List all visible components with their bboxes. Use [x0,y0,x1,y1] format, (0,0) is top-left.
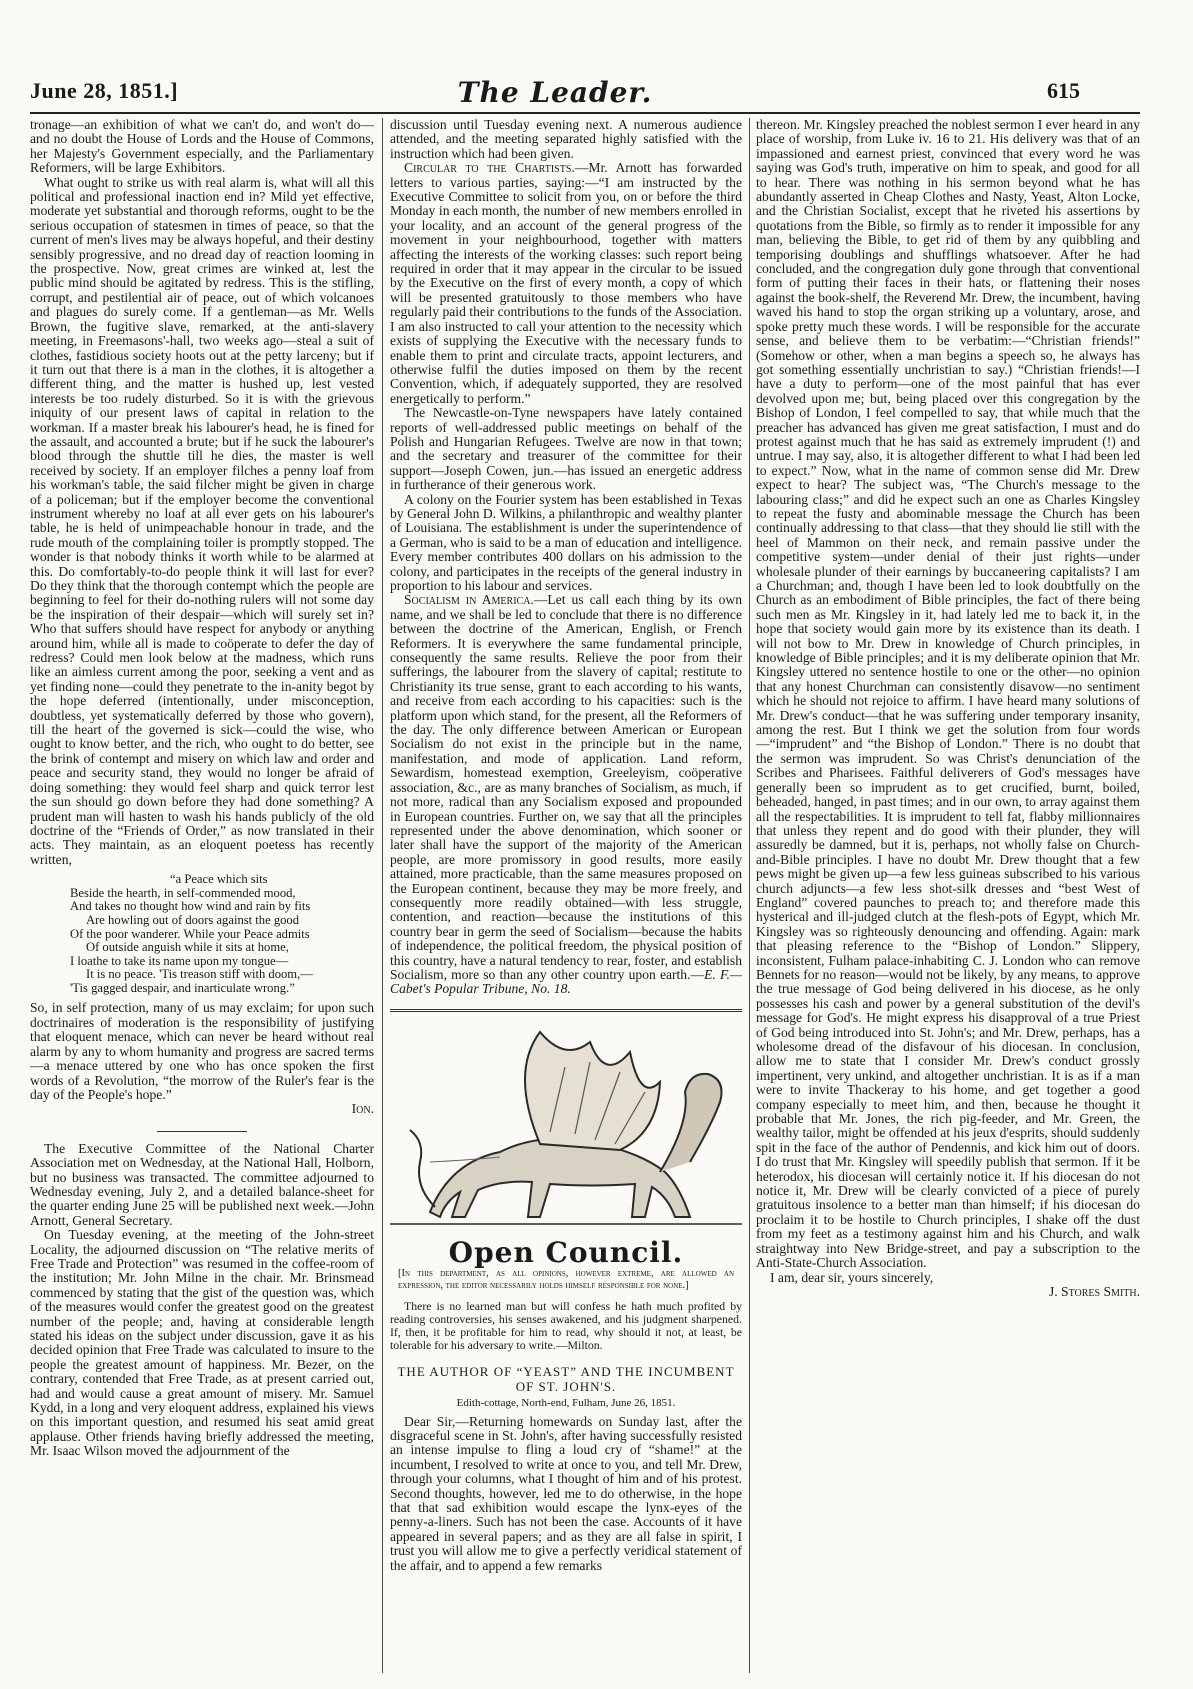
paragraph: discussion until Tuesday evening next. A numerous audience attended, and the meeting separated highly satisfied with the instruction which had been given. [390,118,742,161]
griffin-engraving [390,1009,742,1242]
paragraph: tronage—an exhibition of what we can't do, and won't do—and no doubt the House of Lords and the House of Commons, her Majesty's Government especially, and the Parliamentary Reformers, will be large Exhibitors. [30,118,374,176]
paragraph: A colony on the Fourier system has been established in Texas by General John D. Wilkins, a philanthropic and wealthy planter of Louisiana. The establishment is under the superintendence of a German, who is said to be a man of education and intelligence. Every member contributes 400 dollars on his admission to the colony, and participates in the receipts of the general industry in proportion to his labour and services. [390,491,742,593]
page-number: 615 [1047,78,1080,103]
paragraph: The Newcastle-on-Tyne newspapers have lately contained reports of well-addressed public meetings on behalf of the Polish and Hungarian Refugees. Twelve are now in that town; and the secretary and treasurer of the committee for their support—Joseph Cowen, jun.—has issued an energetic address in furtherance of their generous work. [390,405,742,493]
column-rule [749,118,750,1673]
citation: E. F.—Cabet's Popular Tribune, No. 18. [390,966,742,997]
paragraph [390,593,742,996]
poem-line: It is no peace. 'Tis treason stiff with doom,— [86,967,313,982]
paragraph [390,161,742,406]
paragraph-text: —Mr. Arnott has forwarded letters to various parties, saying:—“I am instructed by the Executive Committee to solicit from you, on or before the third Monday in each month, the number of new members enrolled in your locality, and an account of the general progress of the movement in your neighbourhood, together with matters affecting the interests of the working classes: such report being required in order that it may appear in the circular to be issued by the Executive on the first of every month, a copy of which will be presented gratuitously to those members who have regularly paid their contributions to the funds of the Association. I am also instructed to call your attention to the necessity which exists of supplying the Executive with the necessary funds to enable them to print and circulate tracts, appoint lecturers, and otherwise fulfil the duties imposed on them by the recent Convention, which, if adequately supported, they are resolved energetically to perform.” [390,160,742,406]
column-rule [382,118,383,1673]
poem-line: “a Peace which sits [170,872,268,887]
paragraph: On Tuesday evening, at the meeting of the John-street Locality, the adjourned discussion on “The relative merits of Free Trade and Protection” was resumed in the coffee-room of the institution; Mr. John Milne in the chair. Mr. Brinsmead commenced by stating that the gist of the question was, which of the measures would confer the greatest good on the greatest number of the people; and, having at considerable length stated his ideas on the subject under discussion, gave it as his decided opinion that Free Trade was calculated to insure to the people the greatest amount of happiness. Mr. Bezer, on the contrary, contended that Free Trade, as at present carried out, had and would cause a great amount of misery. Mr. Samuel Kydd, in a long and very eloquent address, explained his views on this important question, and resumed his seat amid great applause. Other friends having briefly addressed the meeting, Mr. Isaac Wilson moved the adjournment of the [30,1227,374,1459]
letter-dateline: Edith-cottage, North-end, Fulham, June 26, 1851. [456,1397,676,1410]
poem-line: Beside the hearth, in self-commended mood, [70,885,296,900]
issue-date: June 28, 1851.] [30,78,179,103]
paragraph: The Executive Committee of the National Charter Association met on Wednesday, at the National Hall, Holborn, but no business was transacted. The committee adjourned to Wednesday evening, July 2, and a detailed balance-sheet for the quarter ending June 25 will be published next week.—John Arnott, General Secretary. [30,1140,374,1228]
letter-title: THE AUTHOR OF “YEAST” AND THE INCUMBENT OF ST. JOHN'S. [397,1364,735,1395]
section-head: Socialism in America. [404,592,534,608]
column-1 [30,118,374,1678]
open-council-title: Open Council. [448,1235,684,1269]
poem-line: Are howling out of doors against the good [86,912,300,927]
poem-line: Of outside anguish while it sits at home, [86,940,289,955]
paragraph-text: —Let us call each thing by its own name, and we shall be led to conclude that there is no difference between the doctrine of the American, English, or French Reformers. It is everywhere the same fundamental principle, consequently the same results. Relieve the poor from their sufferings, the labourer from the slavery of capital; restitute to Christianity its true sense, grant to each according to his wants, and receive from each according to his capacities: such is the platform upon which stand, for the present, all the Reformers of the day. The only difference between American or European Socialism do not exist in the principle but in the name, manifestation, and mode of application. Land reform, Sewardism, homestead exemption, Greeleyism, coöperative association, &c., are as many branches of Socialism, as much, if not more, radical than any Socialism exposed and propounded in European countries. Further on, we say that all the principles represented under the above denomination, which sooner or later shall have the support of the majority of the American people, are more promissory in good results, more easily attained, more practicable, than the same measures proposed on the European continent, because they may be more freely, and consequently more readily obtained—with less struggle, contention, and reaction—because the institutions of this country bear in germ the seed of Socialism—because the habits of independence, the political freedom, the physical position of this country, have a natural tendency to rear, foster, and establish Socialism, more so than any other country upon earth.— [390,592,742,982]
paragraph: What ought to strike us with real alarm is, what will all this political and professional inaction end in? Mild yet effective, moderate yet substantial and thorough reforms, ought to be the serious occupation of statesmen in times of peace, so that the current of men's lives may be always hopeful, and their destiny sensibly progressive, and no dread day of reaction looming in the prospective. Now, great crimes are winked at, lest the public mind should be agitated by redress. This is the stifling, corrupt, and pestilential air of peace, out of which volcanoes and plagues do surely come. If a gentleman—as Mr. Wells Brown, the fugitive slave, remarked, at the anti-slavery meeting, in Freemasons'-hall, two weeks ago—steal a suit of clothes, fastidious society hoots out at the petty larceny; but if it turn out that there is a man in the clothes, it is altogether a different thing, and the matter is hushed up, lest vested interests be too rudely disturbed. So it is with the grievous iniquity of our present laws of capital in relation to the workman. If a master break his labourer's head, he is fined for the assault, and accounted a brute; but if he suck the labourer's blood through the shuttle till he dies, the master is well received by society. If an employer filches a penny loaf from his workman's table, the said filcher might be given in charge of a policeman; but if the employer become the conventional instrument whereby no loaf at all ever gets on his labourer's table, he is held of unimpeachable honour in trade, and the rude mouth of the complaining toiler is promptly stopped. The wonder is that nobody thinks it worth while to be alarmed at this. Do comfortably-to-do people think it will last for ever? Do they think that the thorough contempt which the people are beginning to feel for their do-nothing rulers will not some day be the inspiration of their despair—which will surely set in? Who that suffers should have respect for anybody or anything around him, while all is made to coöperate to defer the day of redress? Could men look below at the madness, which runs like an aimless current among the poor, seeking a vent and as yet finding none—could they penetrate to the in-anity begot by the hope deferred (intentionally, under misconception, doubtless, yet systematically deferred by those who govern), till the heart of the governed is sick—could the wise, who ought to know better, and the rich, who ought to do better, see the brink of contempt and misery on which law and order and peace and security stand, they would no longer be afraid of doing something: they would feel sharp and quick terror lest the sun should go down before they had done something? A prudent man will hasten to wash his hands publicly of the old doctrine of the “Friends of Order,” as now translated in their acts. They maintain, as an eloquent poetess has recently written, [30,174,374,867]
poem [70,873,374,995]
signature: J. Stores Smith. [1048,1283,1140,1299]
column-3 [756,118,1140,1678]
section-head: Circular to the Chartists. [404,160,575,176]
poem-line: And takes no thought how wind and rain by fits [70,899,311,914]
paragraph: Dear Sir,—Returning homewards on Sunday last, after the disgraceful scene in St. John's, after having successfully resisted an intense impulse to fling a loud cry of “shame!” at the incumbent, I resolved to write at once to you, and tell Mr. Drew, through your columns, what I thought of him and of his protest. Second thoughts, however, led me to do otherwise, in the hope that that sad exhibition would escape the lynx-eyes of the penny-a-liners. Such has not been the case. Accounts of it have appeared in several papers; and as they are all false in spirit, I trust you will allow me to give a perfectly veridical statement of the affair, and to append a few remarks [390,1413,742,1573]
poem-line: Of the poor wanderer. While your Peace admits [70,926,310,941]
poem-line: I loathe to take its name upon my tongue— [70,953,289,968]
divider [157,1131,247,1132]
paragraph: So, in self protection, many of us may exclaim; for upon such doctrinaires of moderation is the responsibility of justifying that eloquent menace, which can never be heard without real alarm by any to whom humanity and progress are sacred terms—a menace uttered by one who has once spoken the first words of a Revolution, “the morrow of the Ruler's fear is the day of the People's hope.” [30,1000,374,1102]
paragraph: thereon. Mr. Kingsley preached the noblest sermon I ever heard in any place of worship, from Luke iv. 16 to 21. His delivery was that of an impassioned and earnest priest, convinced that every word he was saying was God's truth, imperative on him to speak, and good for all to hear. There was nothing in his sermon beyond what he has abundantly asserted in Cheap Clothes and Nasty, Yeast, Alton Locke, and the Christian Socialist, except that he riveted his assertions by quotations from the Bible, so firmly as to render it impossible for any man, believing the Bible, to get rid of them by any quibbling and temporising doublings and shufflings whatsoever. After he had concluded, and the congregation duly gone through that conventional form of putting their faces in their hats, or flattening their noses against the book-shelf, the Reverend Mr. Drew, the incumbent, having waved his hand to stop the organ striking up a voluntary, arose, and spoke pretty much these words. I will be responsible for the accurate sense, and believe them to be verbatim:—“Christian friends!” (Somehow or other, when a man begins a speech so, he always has got something essentially unchristian to say.) “Christian friends!—I have a duty to perform—one of the most painful that has ever devolved upon me; but, being placed over this congregation by the Bishop of London, I feel compelled to say, that while much that the preacher has advanced has given me great satisfaction, I must and do protest against much that he has said as extremely imprudent (!) and untrue. I may say, also, it is altogether different to what I had been led to expect.” Now, what in the name of common sense did Mr. Drew expect to hear? The subject was, “The Church's message to the labouring class;” and did he expect such an one as Charles Kingsley to repeat the fusty and abominable message the Church has been continually addressing to that class—that they should lie still with the heel of Mammon on their neck, and remain passive under the competitive system—under denial of their just rights—under wholesale plunder of their earnings by buccaneering capitalists? I am a Churchman; and, though I have been led to look doubtfully on the Church as an embodiment of Bible principles, the fact of there being such men as Mr. Kingsley in it, had lately led me to back it, in the hope that society would gain more by its existence than its death. I will not bow to Mr. Drew in knowledge of Church principles, in knowledge of Bible principles; and it is my deliberate opinion that Mr. Kingsley uttered no sentence hostile to one or the other—no opinion that any honest Churchman can consistently disavow—no sentiment which he should not rejoice to affirm. I have heard many solutions of Mr. Drew's conduct—that he was suffering under temporary insanity, among the rest. But I think we get the solution from four words—“imprudent” and “the Bishop of London.” There is no doubt that the sermon was imprudent. So was Christ's denunciation of the Scribes and Pharisees. Faithful deliverers of God's messages have generally been so imprudent as to get crucified, burnt, boiled, beheaded, hanged, in past times; and in our own, to array against them all the respectabilities. It is imprudent to tell fat, flabby millionnaires that unless they repent and do good with their plunder, they will assuredly be damned, but it is, perhaps, not wholly false on Church-and-Bible principles. I have no doubt Mr. Drew thought that a few pews might be given up—a few less guineas subscribed to his various church adjuncts—a few less shot-silk dresses and “best West of England” covered paunches to preach to; and therefore made this hysterical and ill-judged clutch at the flesh-pots of Egypt, which Mr. Kingsley was so righteously denouncing and offending. Again: mark that pleasing reference to the “Bishop of London.” Slippery, inconsistent, Fulham palace-inhabiting C. J. London who can remove Bennets for no reason—would not be likely, by any means, to approve the true message of God being delivered in his diocese, as he only possesses his cash and power by a general substitution of the devil's message for God's. He might express his disapproval of a true Priest of God being introduced into St. John's; and Mr. Drew, perhaps, has a wholesome dread of the disfavour of his diocesan. In conclusion, allow me to state that I consider Mr. Drew's conduct grossly impertinent, very unkind, and altogether unchristian. It is as if a man were to invite Thackeray to his home, and get together a good company especially to meet him, and then, because he thought it probable that Mr. Jones, the rich pig-feeder, and Mr. Green, the wealthy tailor, might be offended at his jeux d'esprits, should suddenly spit in the face of the author of Pendennis, and kick him out of doors. I do trust that Mr. Kingsley will speedily publish that sermon. If it be heterodox, his diocesan will certainly notice it. If his diocesan do not notice it, Mr. Drew will be clearly convicted of a piece of purely gratuitous insolence to a better man than himself; if his diocesan do proclaim it to be hostile to Church principles, I shake off the dust from my feet as a testimony against him and his Church, and walk straightway into New Bridge-street, and pay a subscription to the Anti-State-Church Association. [756,118,1140,1271]
newspaper-title: The Leader. [457,76,653,109]
masthead [30,76,1080,116]
closing: I am, dear sir, yours sincerely, [770,1269,934,1285]
griffin-icon [390,1012,742,1238]
poem-line: 'Tis gagged despair, and inarticulate wrong.” [70,980,295,995]
motto: There is no learned man but will confess he hath much profited by reading controversies, his senses awakened, and his judgment sharpened. If, then, it be profitable for him to read, why should it not, at least, be tolerable for his adversary to write.—Milton. [390,1299,742,1353]
column-2 [390,118,742,1678]
signature: Ion. [351,1101,374,1117]
header-rule [30,112,1140,114]
editorial-note: [In this department, as all opinions, however extreme, are allowed an expression, the editor necessarily holds himself responsible for none.] [398,1268,734,1292]
